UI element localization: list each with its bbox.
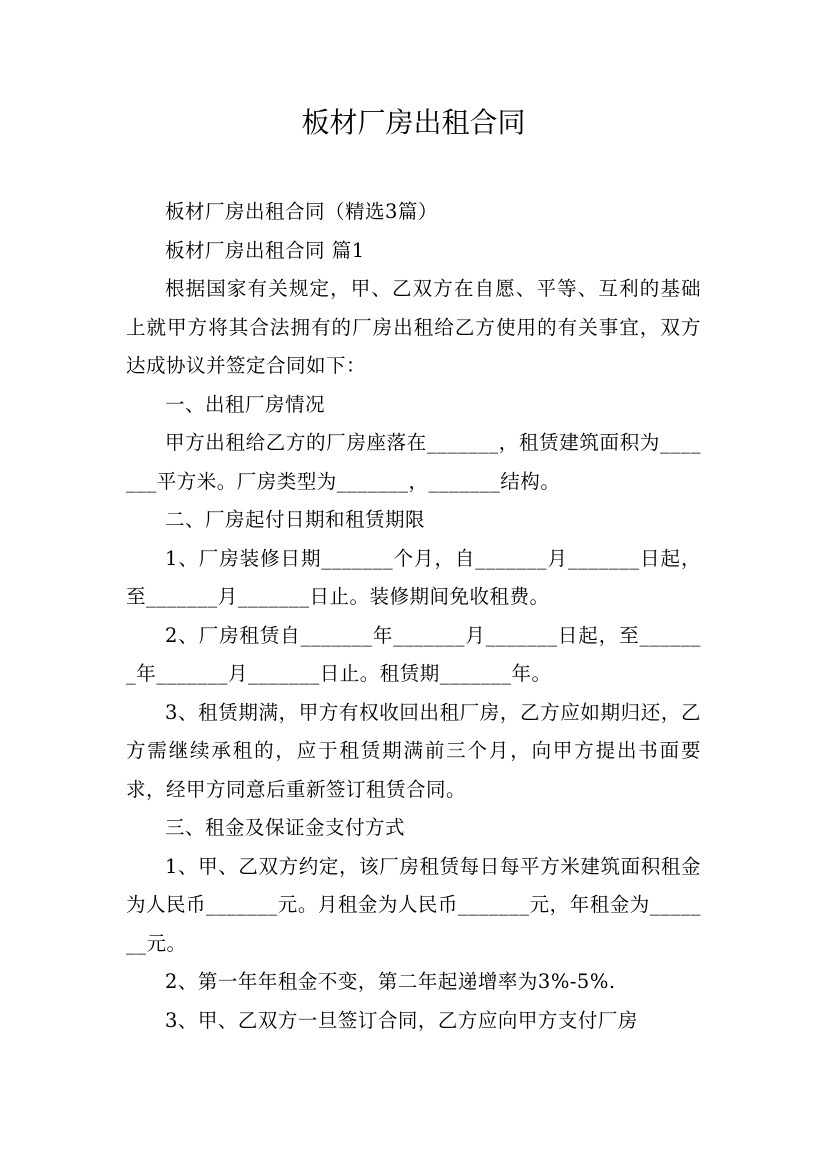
clause-paragraph: 3、租赁期满，甲方有权收回出租厂房，乙方应如期归还，乙方需继续承租的，应于租赁期满前三个月，向甲方提出书面要求，经甲方同意后重新签订租赁合同。 <box>126 700 701 801</box>
document-body <box>126 193 701 1040</box>
clause-paragraph: 1、甲、乙双方约定，该厂房租赁每日每平方米建筑面积租金为人民币_______元。月租金为人民币_______元，年租金为_______元。 <box>126 854 701 955</box>
section-heading-2: 二、厂房起付日期和租赁期限 <box>165 508 426 531</box>
document-title: 板材厂房出租合同 <box>301 106 526 139</box>
section-heading-1: 一、出租厂房情况 <box>165 392 326 416</box>
preamble-paragraph: 根据国家有关规定，甲、乙双方在自愿、平等、互利的基础上就甲方将其合法拥有的厂房出租给乙方使用的有关事宜，双方达成协议并签定合同如下： <box>126 277 701 377</box>
clause-paragraph: 1、厂房装修日期_______个月，自_______月_______日起，至_______月_______日止。装修期间免收租费。 <box>126 546 701 608</box>
clause-paragraph: 甲方出租给乙方的厂房座落在_______，租赁建筑面积为_______平方米。厂房类型为_______，_______结构。 <box>126 431 701 493</box>
section-heading-3: 三、租金及保证金支付方式 <box>165 816 406 839</box>
subtitle-paragraph: 板材厂房出租合同（精选3篇） <box>165 200 438 223</box>
section-heading-part1: 板材厂房出租合同 篇1 <box>165 238 365 262</box>
clause-paragraph: 3、甲、乙双方一旦签订合同，乙方应向甲方支付厂房 <box>165 1008 638 1032</box>
clause-paragraph: 2、第一年年租金不变，第二年起递增率为3%-5%. <box>165 970 616 993</box>
clause-paragraph: 2、厂房租赁自_______年_______月_______日起，至_______年_______月_______日止。租赁期_______年。 <box>126 623 701 685</box>
